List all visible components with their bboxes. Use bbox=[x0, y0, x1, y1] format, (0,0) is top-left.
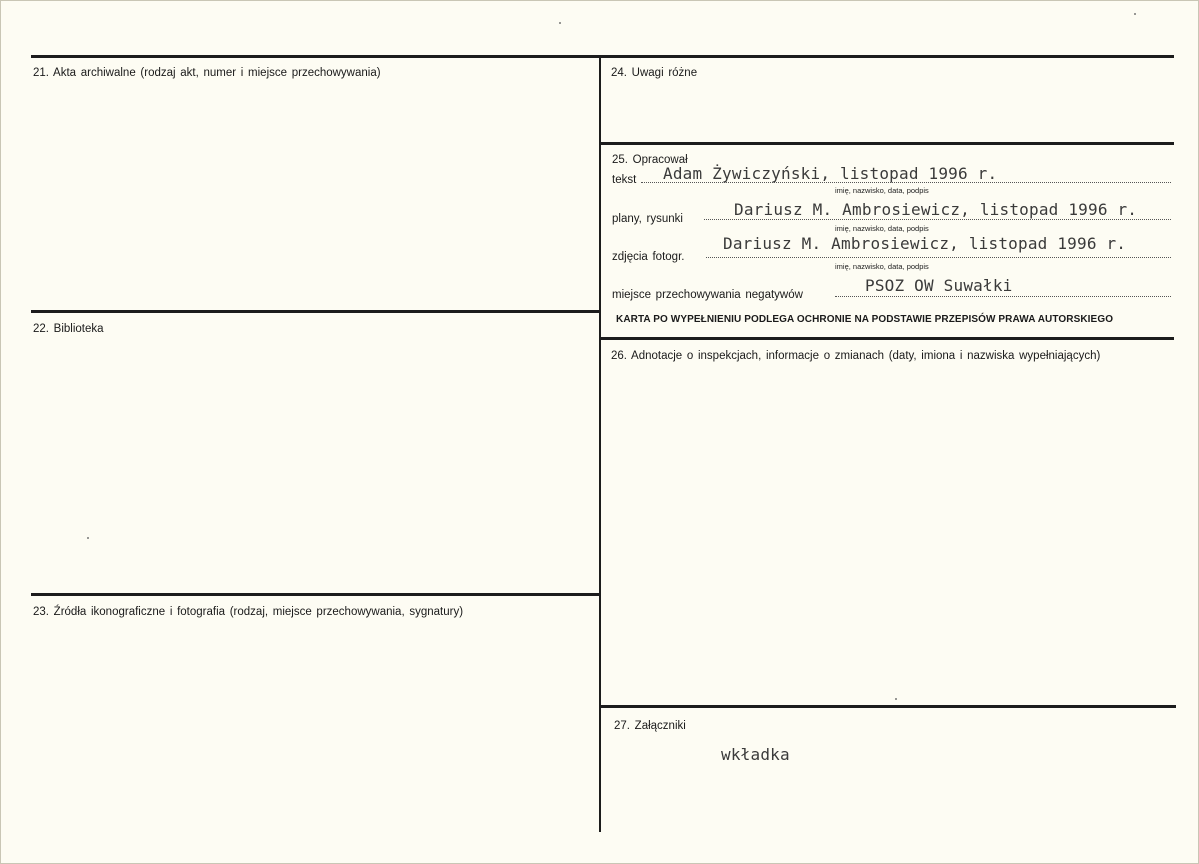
photos-author-label: zdjęcia fotogr. bbox=[612, 251, 685, 263]
top-rule bbox=[31, 55, 1174, 58]
negatives-location-label: miejsce przechowywania negatywów bbox=[612, 289, 803, 301]
scan-speck bbox=[895, 698, 897, 700]
text-author-caption: imię, nazwisko, data, podpis bbox=[835, 186, 929, 195]
section-27-label: 27. Załączniki bbox=[614, 720, 686, 732]
section-21-label: 21. Akta archiwalne (rodzaj akt, numer i miejsce przechowywania) bbox=[33, 67, 381, 79]
negatives-location-line bbox=[835, 296, 1171, 297]
drawings-author-line bbox=[704, 219, 1171, 220]
scan-speck bbox=[559, 22, 561, 24]
section-25-label: 25. Opracował bbox=[612, 154, 688, 166]
rule-26-27 bbox=[600, 705, 1176, 708]
drawings-author-caption: imię, nazwisko, data, podpis bbox=[835, 224, 929, 233]
drawings-author-label: plany, rysunki bbox=[612, 213, 683, 225]
photos-author-caption: imię, nazwisko, data, podpis bbox=[835, 262, 929, 271]
text-author-label: tekst bbox=[612, 174, 637, 186]
column-divider bbox=[599, 57, 601, 832]
negatives-location-value: PSOZ OW Suwałki bbox=[865, 276, 1013, 295]
scan-speck bbox=[1134, 13, 1136, 15]
rule-21-22 bbox=[31, 310, 600, 313]
attachments-value: wkładka bbox=[721, 745, 790, 764]
drawings-author-value: Dariusz M. Ambrosiewicz, listopad 1996 r. bbox=[734, 200, 1138, 219]
rule-24-25 bbox=[600, 142, 1174, 145]
rule-25-26 bbox=[600, 337, 1174, 340]
section-23-label: 23. Źródła ikonograficzne i fotografia (rodzaj, miejsce przechowywania, sygnatury) bbox=[33, 606, 464, 618]
rule-22-23 bbox=[31, 593, 600, 596]
scan-speck bbox=[87, 537, 89, 539]
photos-author-line bbox=[706, 257, 1171, 258]
photos-author-value: Dariusz M. Ambrosiewicz, listopad 1996 r. bbox=[723, 234, 1127, 253]
section-22-label: 22. Biblioteka bbox=[33, 323, 104, 335]
section-26-label: 26. Adnotacje o inspekcjach, informacje o zmianach (daty, imiona i nazwiska wypełniających) bbox=[611, 350, 1101, 362]
copyright-notice: KARTA PO WYPEŁNIENIU PODLEGA OCHRONIE NA PODSTAWIE PRZEPISÓW PRAWA AUTORSKIEGO bbox=[616, 314, 1114, 325]
text-author-value: Adam Żywiczyński, listopad 1996 r. bbox=[663, 164, 998, 183]
section-24-label: 24. Uwagi różne bbox=[611, 67, 698, 79]
